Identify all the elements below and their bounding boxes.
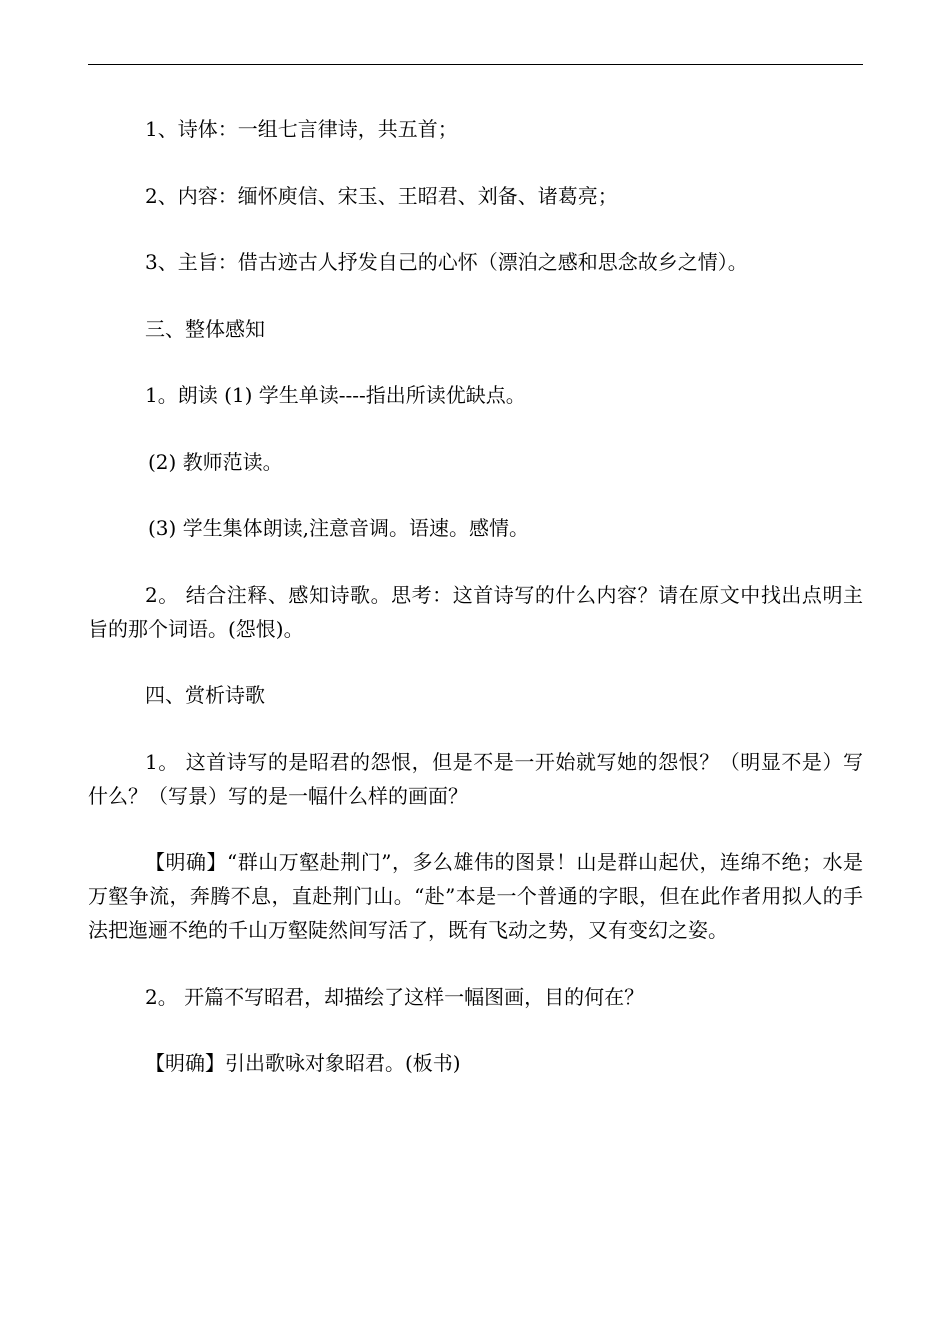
paragraph-question-1: 1。 这首诗写的是昭君的怨恨，但是不是一开始就写她的怨恨？（明显不是）写什么？（写景）写的是一幅什么样的画面？ (88, 749, 863, 808)
paragraph-theme: 3、主旨：借古迹古人抒发自己的心怀（漂泊之感和思念故乡之情）。 (145, 250, 748, 274)
document-body (88, 112, 863, 1113)
paragraph-reading-2: (2) 教师范读。 (148, 449, 283, 474)
section-heading-appreciation: 四、赏析诗歌 (145, 683, 265, 707)
paragraph-answer-2: 【明确】引出歌咏对象昭君。(板书) (145, 1051, 461, 1075)
header-rule (88, 64, 863, 65)
paragraph-question-2: 2。 开篇不写昭君，却描绘了这样一幅图画，目的何在？ (145, 984, 645, 1009)
paragraph-content: 2、内容：缅怀庾信、宋玉、王昭君、刘备、诸葛亮； (145, 183, 618, 208)
paragraph-annotation-question: 2。 结合注释、感知诗歌。思考：这首诗写的什么内容？请在原文中找出点明主旨的那个词语。(怨恨)。 (88, 582, 863, 641)
paragraph-poem-form: 1、诗体：一组七言律诗，共五首； (145, 117, 458, 141)
paragraph-reading-3: (3) 学生集体朗读,注意音调。语速。感情。 (148, 516, 530, 540)
paragraph-answer-1: 【明确】“群山万壑赴荆门”，多么雄伟的图景！山是群山起伏，连绵不绝；水是万壑争流，奔腾不息，直赴荆门山。“赴”本是一个普通的字眼，但在此作者用拟人的手法把迤逦不绝的千山万壑陡然间写活了，既有飞动之势，又有变幻之姿。 (88, 850, 863, 942)
section-heading-overall-perception: 三、整体感知 (145, 316, 265, 341)
paragraph-reading-1: 1。朗读 (1) 学生单读----指出所读优缺点。 (145, 383, 526, 407)
